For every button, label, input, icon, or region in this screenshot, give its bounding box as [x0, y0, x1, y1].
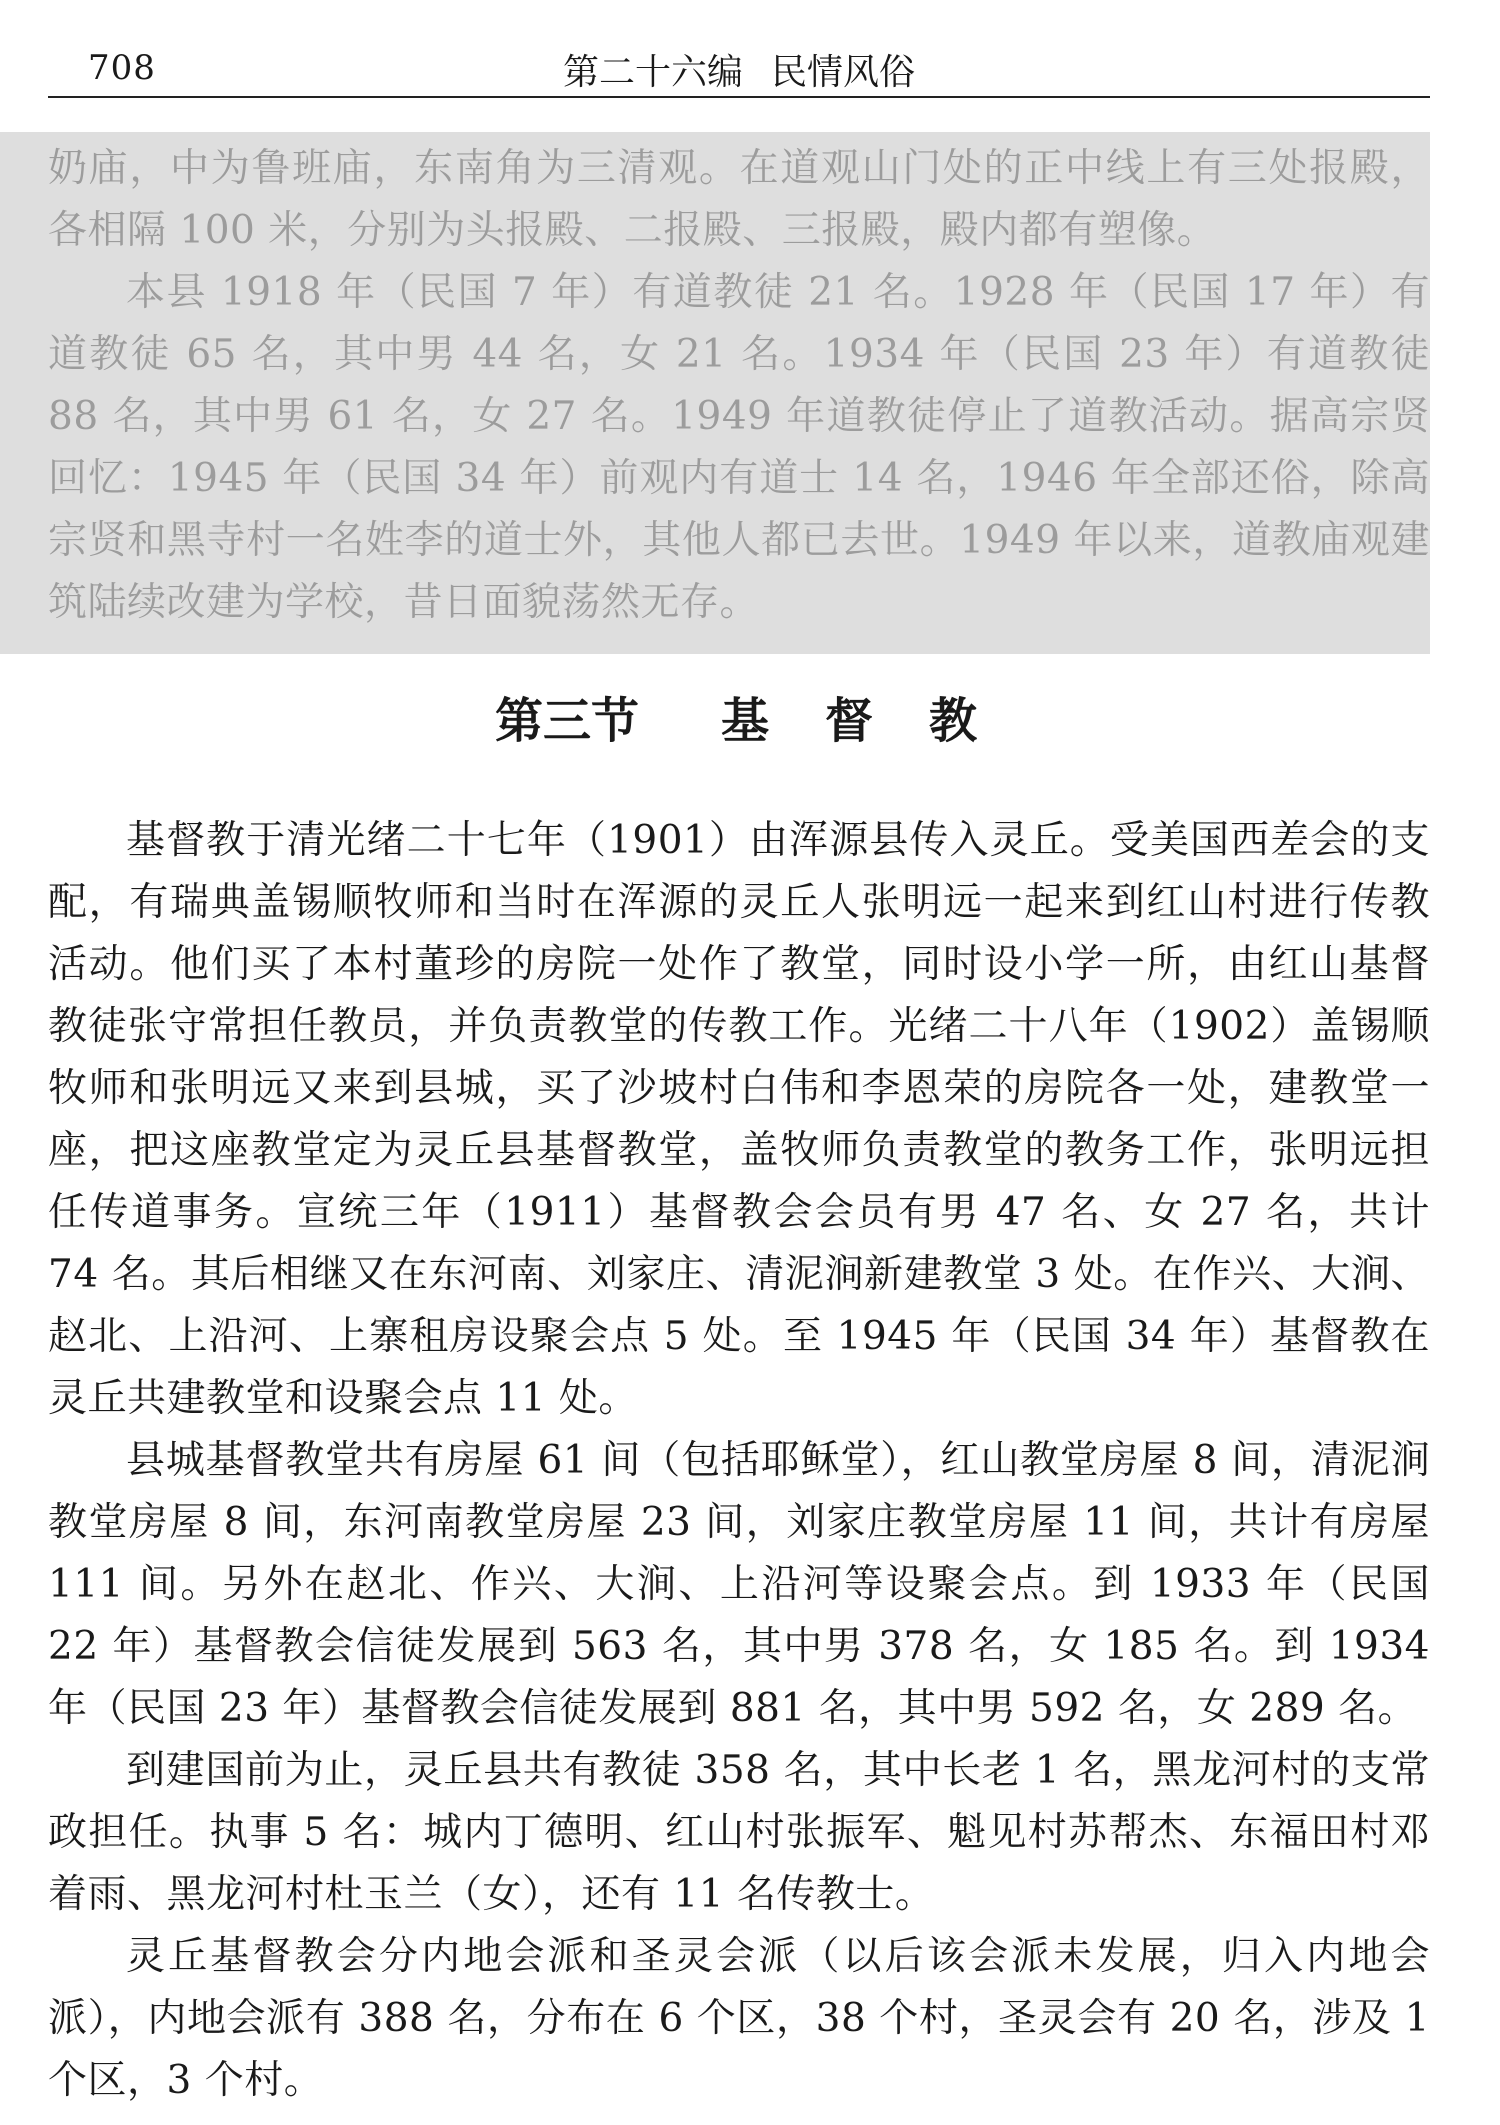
- part-label: 第二十六编: [562, 52, 743, 93]
- paragraph: 到建国前为止，灵丘县共有教徒 358 名，其中长老 1 名，黑龙河村的支常政担任。执事 5 名：城内丁德明、红山村张振军、魁见村苏帮杰、东福田村邓着雨、黑龙河村杜玉兰（女），还有 11 名传教士。: [48, 1748, 1430, 1917]
- section-body: [48, 810, 1430, 2112]
- paragraph: 基督教于清光绪二十七年（1901）由浑源县传入灵丘。受美国西差会的支配，有瑞典盖锡顺牧师和当时在浑源的灵丘人张明远一起来到红山村进行传教活动。他们买了本村董珍的房院一处作了教堂，同时设小学一所，由红山基督教徒张守常担任教员，并负责教堂的传教工作。光绪二十八年（1902）盖锡顺牧师和张明远又来到县城，买了沙坡村白伟和李恩荣的房院各一处，建教堂一座，把这座教堂定为灵丘县基督教堂，盖牧师负责教堂的教务工作，张明远担任传道事务。宣统三年（1911）基督教会会员有男 47 名、女 27 名，共计 74 名。其后相继又在东河南、刘家庄、清泥涧新建教堂 3 处。在作兴、大涧、赵北、上沿河、上寨租房设聚会点 5 处。至 1945 年（民国 34 年）基督教在灵丘共建教堂和设聚会点 11 处。: [48, 818, 1430, 1421]
- paragraph: 县城基督教堂共有房屋 61 间（包括耶稣堂），红山教堂房屋 8 间，清泥涧教堂房屋 8 间，东河南教堂房屋 23 间，刘家庄教堂房屋 11 间，共计有房屋 111 间。另外在赵北、作兴、大涧、上沿河等设聚会点。到 1933 年（民国 22 年）基督教会信徒发展到 563 名，其中男 378 名，女 185 名。到 1934 年（民国 23 年）基督教会信徒发展到 881 名，其中男 592 名，女 289 名。: [48, 1438, 1430, 1731]
- section-number: 第三节: [494, 693, 639, 749]
- paragraph: 本县 1918 年（民国 7 年）有道教徒 21 名。1928 年（民国 17 年）有道教徒 65 名，其中男 44 名，女 21 名。1934 年（民国 23 年）有道教徒 88 名，其中男 61 名，女 27 名。1949 年道教徒停止了道教活动。据高宗贤回忆：1945 年（民国 34 年）前观内有道士 14 名，1946 年全部还俗，除高宗贤和黑寺村一名姓李的道士外，其他人都已去世。1949 年以来，道教庙观建筑陆续改建为学校，昔日面貌荡然无存。: [48, 270, 1430, 625]
- paragraph: 奶庙，中为鲁班庙，东南角为三清观。在道观山门处的正中线上有三处报殿，各相隔 100 米，分别为头报殿、二报殿、三报殿，殿内都有塑像。: [48, 146, 1430, 253]
- chapter-label: 民情风俗: [771, 52, 916, 93]
- header-rule: [48, 96, 1430, 98]
- previous-section-text: [48, 138, 1430, 634]
- running-title: [48, 44, 1430, 95]
- section-title-char: 教: [929, 693, 978, 749]
- page-header: [48, 40, 1430, 100]
- page-number: 708: [88, 48, 156, 88]
- paragraph: 灵丘基督教会分内地会派和圣灵会派（以后该会派未发展，归入内地会派），内地会派有 388 名，分布在 6 个区，38 个村，圣灵会有 20 名，涉及 1 个区，3 个村。: [48, 1934, 1430, 2103]
- section-title-char: 基: [720, 693, 769, 749]
- section-title: [0, 682, 1500, 751]
- section-title-char: 督: [825, 693, 874, 749]
